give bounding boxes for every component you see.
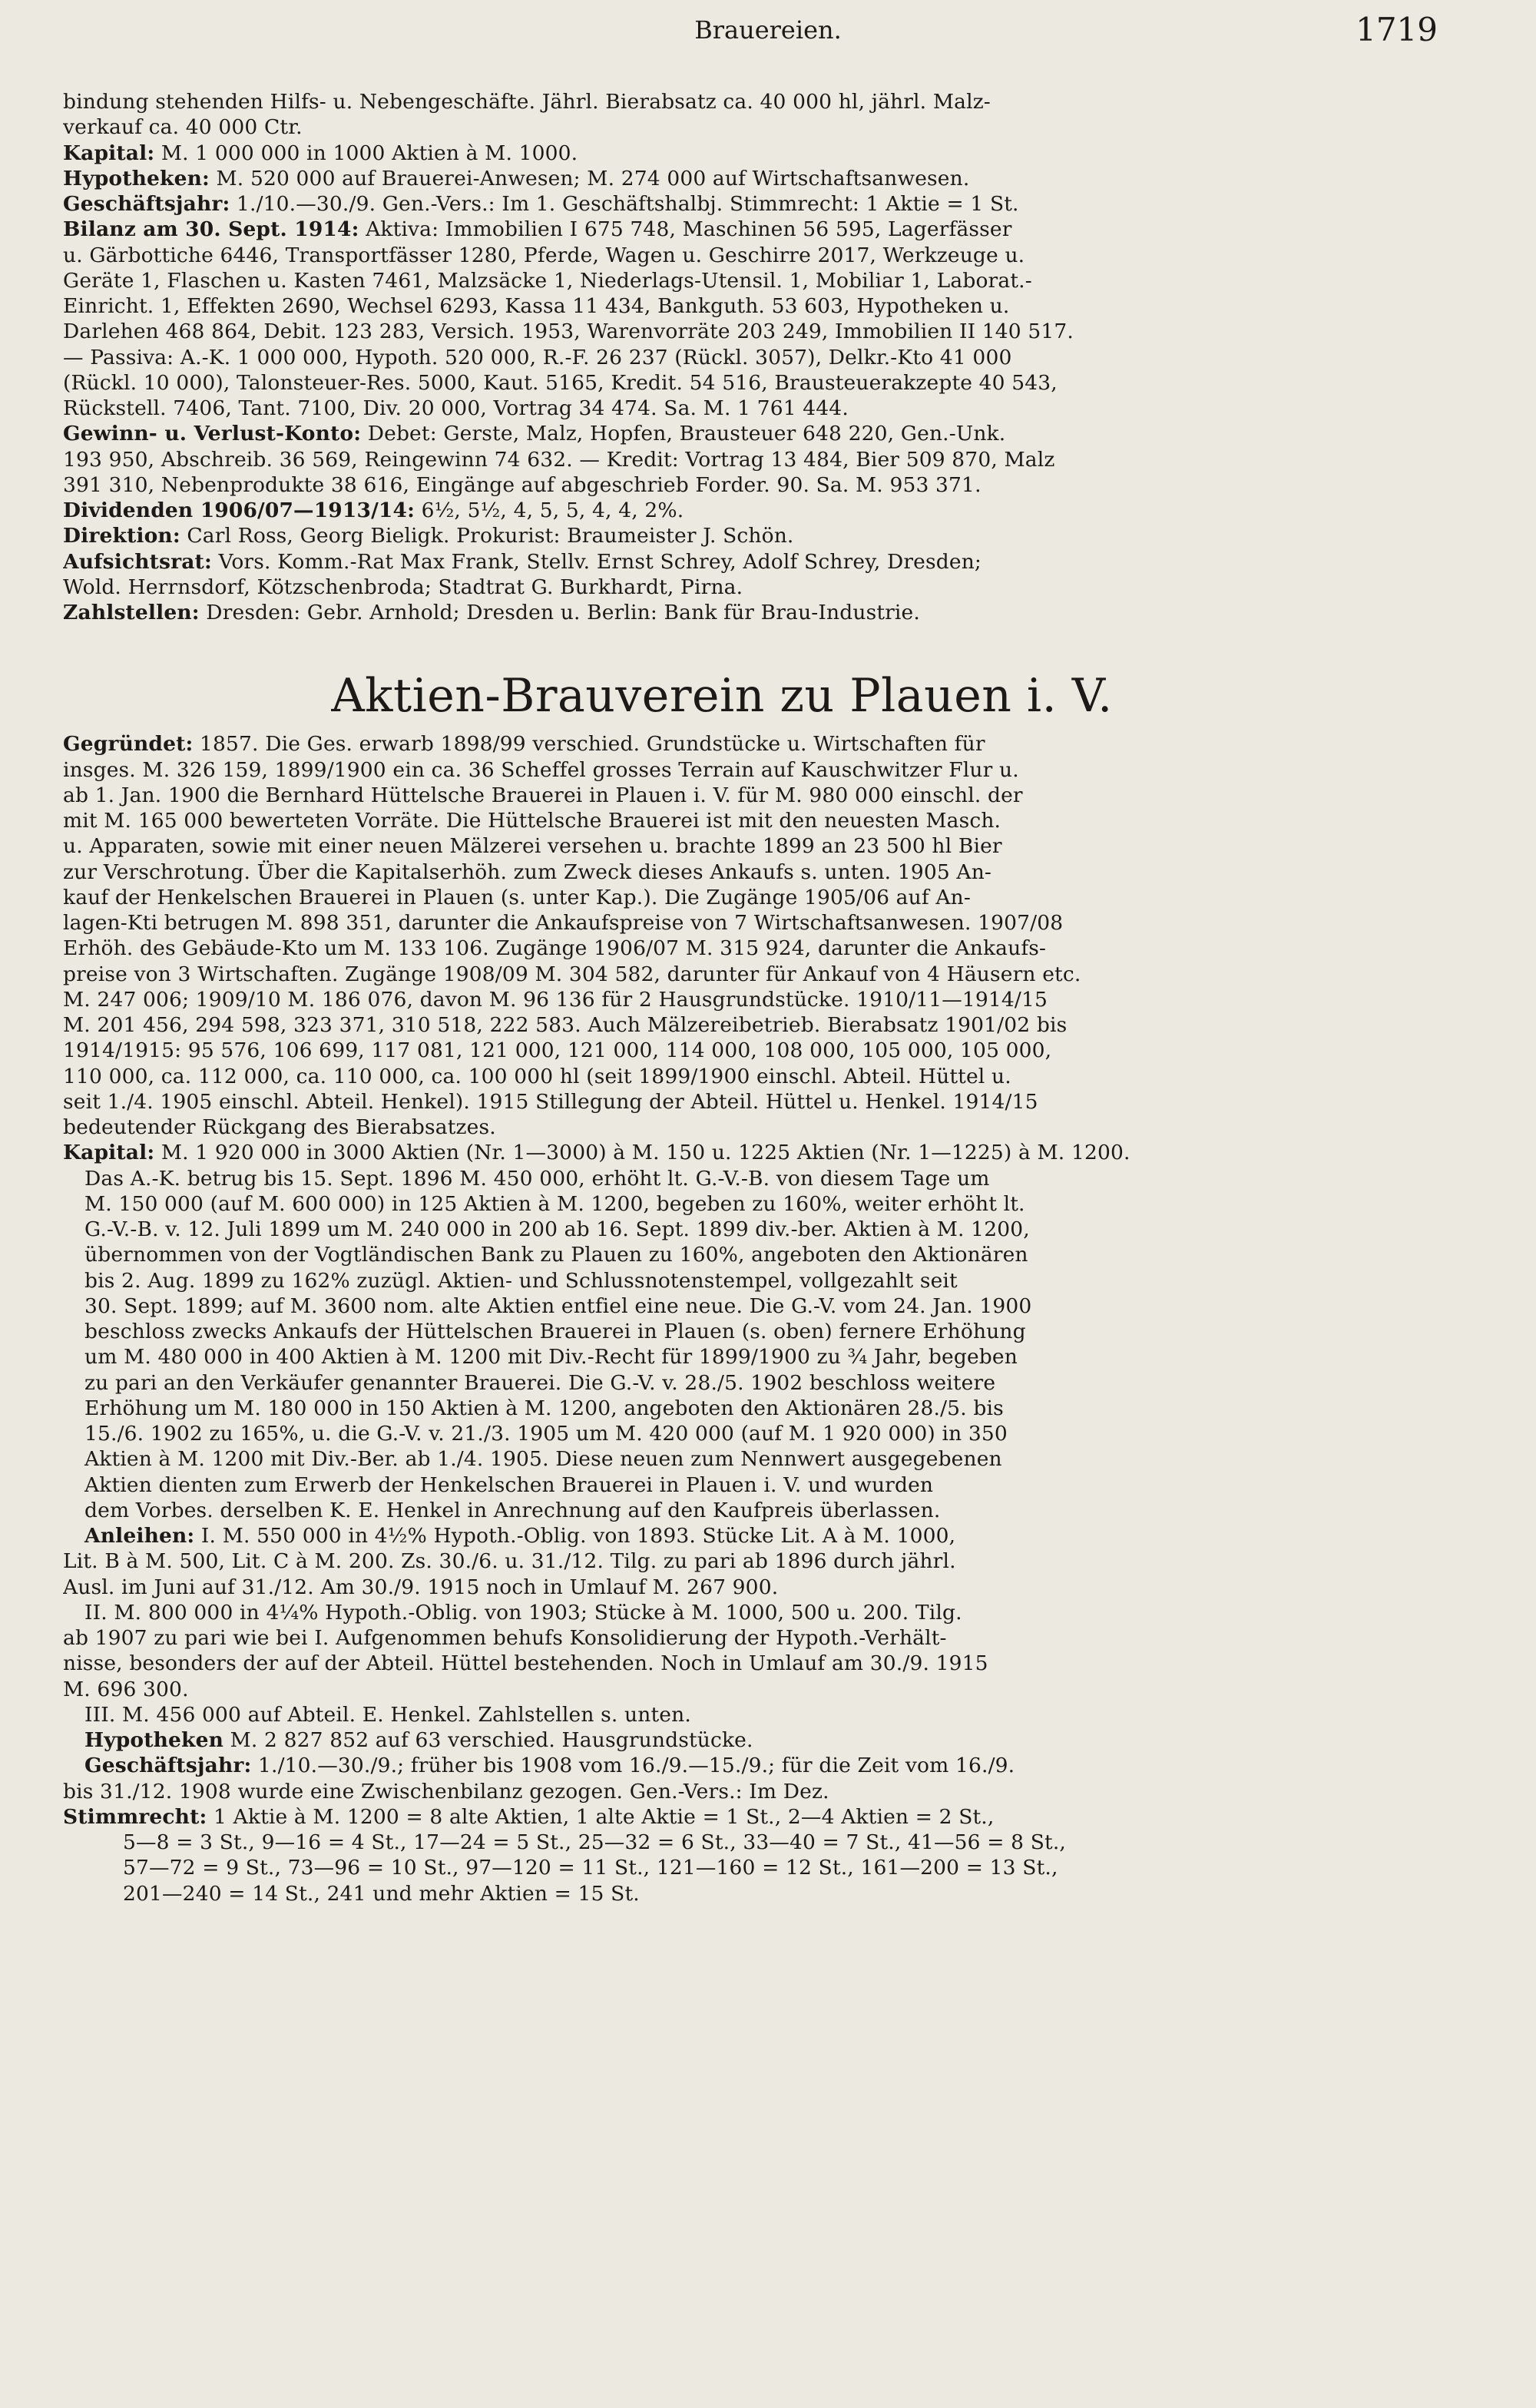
text-line [63, 1293, 1473, 1319]
text-line [63, 860, 1473, 885]
text-line [63, 962, 1473, 987]
text-line [63, 936, 1473, 961]
text-line [63, 1140, 1473, 1165]
line-text: 5—8 = 3 St., 9—16 = 4 St., 17—24 = 5 St., 25—32 = 6 St., 33—40 = 7 St., 41—56 = 8 St., [123, 1830, 1066, 1854]
line-text: III. M. 456 000 auf Abteil. E. Henkel. Zahlstellen s. unten. [84, 1702, 691, 1727]
line-text: u. Gärbottiche 6446, Transportfässer 1280, Pferde, Wagen u. Geschirre 2017, Werkzeuge u. [63, 243, 1025, 267]
line-text: Aktien à M. 1200 mit Div.-Ber. ab 1./4. 1905. Diese neuen zum Nennwert ausgegebenen [84, 1447, 1002, 1472]
line-text: G.-V.-B. v. 12. Juli 1899 um M. 240 000 in 200 ab 16. Sept. 1899 div.-ber. Aktien à M. 1200, [84, 1217, 1030, 1241]
line-text: zur Verschrotung. Über die Kapitalserhöh. zum Zweck dieses Ankaufs s. unten. 1905 An- [63, 860, 992, 884]
line-text: kauf der Henkelschen Brauerei in Plauen (s. unter Kap.). Die Zugänge 1905/06 auf An- [63, 885, 971, 909]
line-text: Rückstell. 7406, Tant. 7100, Div. 20 000, Vortrag 34 474. Sa. M. 1 761 444. [63, 396, 849, 420]
text-line [63, 1396, 1473, 1421]
entry-label: Kapital: [63, 1141, 155, 1165]
entry-label: Hypotheken: [63, 166, 210, 190]
text-line [63, 757, 1473, 783]
text-line [63, 885, 1473, 910]
line-text: lagen-Kti betrugen M. 898 351, darunter die Ankaufspreise von 7 Wirtschaftsanwesen. 1907/08 [63, 911, 1064, 935]
text-line [63, 293, 1473, 319]
line-text: bis 31./12. 1908 wurde eine Zwischenbilanz gezogen. Gen.-Vers.: Im Dez. [63, 1779, 829, 1804]
line-text: zu pari an den Verkäufer genannter Brauerei. Die G.-V. v. 28./5. 1902 beschloss weitere [84, 1370, 996, 1395]
entry-label: Geschäftsjahr: [63, 192, 230, 216]
line-text: 1857. Die Ges. erwarb 1898/99 verschied. Grundstücke u. Wirtschaften für [193, 732, 985, 757]
line-text: 30. Sept. 1899; auf M. 3600 nom. alte Aktien entfiel eine neue. Die G.-V. vom 24. Jan. 1900 [84, 1293, 1032, 1318]
previous-company-entry [63, 89, 1473, 625]
text-line [63, 523, 1473, 548]
text-line [63, 498, 1473, 523]
line-text: Wold. Herrnsdorf, Kötzschenbroda; Stadtrat G. Burkhardt, Pirna. [63, 575, 743, 599]
text-line [63, 910, 1473, 936]
line-text: Geräte 1, Flaschen u. Kasten 7461, Malzsäcke 1, Niederlags-Utensil. 1, Mobiliar 1, Laborat.- [63, 268, 1032, 293]
line-text: Carl Ross, Georg Bieligk. Prokurist: Braumeister J. Schön. [180, 524, 794, 548]
text-line [63, 1855, 1473, 1880]
entry-label: Direktion: [63, 524, 180, 548]
line-text: Debet: Gerste, Malz, Hopfen, Brausteuer 648 220, Gen.-Unk. [361, 422, 1006, 446]
line-text: Erhöhung um M. 180 000 in 150 Aktien à M. 1200, angeboten den Aktionären 28./5. bis [84, 1396, 1004, 1420]
line-text: Einricht. 1, Effekten 2690, Wechsel 6293, Kassa 11 434, Bankguth. 53 603, Hypotheken u. [63, 294, 1010, 318]
line-text: II. M. 800 000 in 4¼% Hypoth.-Oblig. von 1903; Stücke à M. 1000, 500 u. 200. Tilg. [84, 1600, 962, 1625]
text-line [63, 1191, 1473, 1217]
line-text: M. 1 920 000 in 3000 Aktien (Nr. 1—3000) à M. 150 u. 1225 Aktien (Nr. 1—1225) à M. 1200. [154, 1141, 1130, 1165]
line-text: 391 310, Nebenprodukte 38 616, Eingänge auf abgeschrieb Forder. 90. Sa. M. 953 371. [63, 472, 982, 497]
line-text: bindung stehenden Hilfs- u. Nebengeschäfte. Jährl. Bierabsatz ca. 40 000 hl, jährl. Malz- [63, 90, 991, 114]
line-text: bis 2. Aug. 1899 zu 162% zuzügl. Aktien- und Schlussnotenstempel, vollgezahlt seit [84, 1268, 958, 1293]
text-line [63, 1268, 1473, 1293]
line-text: verkauf ca. 40 000 Ctr. [63, 115, 303, 140]
text-line [63, 1677, 1473, 1702]
text-line [63, 1575, 1473, 1600]
text-line [63, 1779, 1473, 1804]
line-text: 193 950, Abschreib. 36 569, Reingewinn 74 632. — Kredit: Vortrag 13 484, Bier 509 870, Malz [63, 447, 1055, 472]
line-text: beschloss zwecks Ankaufs der Hüttelschen Brauerei in Plauen (s. oben) fernere Erhöhung [84, 1320, 1026, 1343]
text-line [63, 1548, 1473, 1574]
line-text: bedeutender Rückgang des Bierabsatzes. [63, 1115, 496, 1139]
text-line [63, 1012, 1473, 1038]
text-line [63, 114, 1473, 140]
text-line [63, 421, 1473, 446]
text-line [63, 1472, 1473, 1498]
line-text: M. 150 000 (auf M. 600 000) in 125 Aktien à M. 1200, begeben zu 160%, weiter erhöht lt. [84, 1191, 1025, 1216]
company-entry-body [63, 731, 1473, 1906]
entry-label: Anleihen: [84, 1524, 195, 1548]
line-text: Darlehen 468 864, Debit. 123 283, Versich. 1953, Warenvorräte 203 249, Immobilien II 140 517. [63, 320, 1074, 344]
text-line [63, 345, 1473, 370]
line-text: insges. M. 326 159, 1899/1900 ein ca. 36 Scheffel grosses Terrain auf Kauschwitzer Flur u. [63, 757, 1019, 782]
text-line [63, 833, 1473, 859]
text-line [63, 1038, 1473, 1063]
text-line [63, 1217, 1473, 1242]
text-line [63, 1064, 1473, 1089]
entry-label: Gewinn- u. Verlust-Konto: [63, 422, 362, 446]
line-text: 57—72 = 9 St., 73—96 = 10 St., 97—120 = 11 St., 121—160 = 12 St., 161—200 = 13 St., [123, 1856, 1058, 1880]
line-text: M. 201 456, 294 598, 323 371, 310 518, 222 583. Auch Mälzereibetrieb. Bierabsatz 1901/02 bis [63, 1013, 1068, 1037]
entry-label: Aufsichtsrat: [63, 549, 212, 574]
line-text: 110 000, ca. 112 000, ca. 110 000, ca. 100 000 hl (seit 1899/1900 einschl. Abteil. Hüttel u. [63, 1064, 1011, 1088]
text-line [63, 268, 1473, 293]
section-heading: Aktien-Brauverein zu Plauen i. V. [331, 669, 1113, 724]
text-line [63, 1446, 1473, 1472]
text-line [63, 472, 1473, 498]
running-header [0, 11, 1536, 57]
line-text: — Passiva: A.-K. 1 000 000, Hypoth. 520 000, R.-F. 26 237 (Rückl. 3057), Delkr.-Kto 41 000 [63, 345, 1012, 369]
text-line [63, 731, 1473, 757]
line-text: mit M. 165 000 bewerteten Vorräte. Die Hüttelsche Brauerei ist mit den neuesten Masch. [63, 809, 1001, 833]
text-line [63, 1166, 1473, 1191]
text-line [63, 1881, 1473, 1906]
line-text: um M. 480 000 in 400 Aktien à M. 1200 mit Div.-Recht für 1899/1900 zu ¾ Jahr, begeben [84, 1345, 1018, 1370]
text-line [63, 549, 1473, 575]
line-text: Aktien dienten zum Erwerb der Henkelschen Brauerei in Plauen i. V. und wurden [84, 1472, 934, 1497]
text-line [63, 370, 1473, 396]
text-line [63, 447, 1473, 472]
line-text: I. M. 550 000 in 4½% Hypoth.-Oblig. von 1893. Stücke Lit. A à M. 1000, [194, 1524, 956, 1548]
text-line [63, 808, 1473, 833]
line-text: M. 2 827 852 auf 63 verschied. Hausgrundstücke. [223, 1728, 753, 1752]
line-text: seit 1./4. 1905 einschl. Abteil. Henkel). 1915 Stillegung der Abteil. Hüttel u. Henkel. 1914/15 [63, 1089, 1038, 1114]
text-line [63, 1115, 1473, 1140]
text-line [63, 1319, 1473, 1344]
text-line [63, 1370, 1473, 1396]
text-line [63, 396, 1473, 421]
line-text: u. Apparaten, sowie mit einer neuen Mälzerei versehen u. brachte 1899 an 23 500 hl Bier [63, 834, 1002, 859]
text-line [63, 217, 1473, 242]
line-text: 1./10.—30./9.; früher bis 1908 vom 16./9.—15./9.; für die Zeit vom 16./9. [251, 1754, 1015, 1778]
entry-label: Dividenden 1906/07—1913/14: [63, 498, 415, 522]
text-line [63, 1804, 1473, 1830]
line-text: dem Vorbes. derselben K. E. Henkel in Anrechnung auf den Kaufpreis überlassen. [84, 1498, 941, 1522]
line-text: 1./10.—30./9. Gen.-Vers.: Im 1. Geschäftshalbj. Stimmrecht: 1 Aktie = 1 St. [230, 192, 1019, 216]
line-text: Lit. B à M. 500, Lit. C à M. 200. Zs. 30./6. u. 31./12. Tilg. zu pari ab 1896 durch jährl. [63, 1549, 956, 1574]
line-text: M. 247 006; 1909/10 M. 186 076, davon M. 96 136 für 2 Hausgrundstücke. 1910/11—1914/15 [63, 987, 1048, 1012]
text-line [63, 1421, 1473, 1446]
header-title: Brauereien. [694, 15, 842, 45]
line-text: Ausl. im Juni auf 31./12. Am 30./9. 1915 noch in Umlauf M. 267 900. [63, 1575, 779, 1599]
text-line [63, 166, 1473, 191]
text-line [63, 783, 1473, 808]
text-line [63, 1600, 1473, 1625]
text-line [63, 1089, 1473, 1115]
text-line [63, 319, 1473, 344]
line-text: 15./6. 1902 zu 165%, u. die G.-V. v. 21./3. 1905 um M. 420 000 (auf M. 1 920 000) in 350 [84, 1422, 1008, 1446]
text-line [63, 1702, 1473, 1727]
line-text: ab 1907 zu pari wie bei I. Aufgenommen behufs Konsolidierung der Hypoth.-Verhält- [63, 1626, 947, 1650]
text-line [63, 1498, 1473, 1523]
entry-label: Hypotheken [84, 1728, 223, 1752]
text-line [63, 243, 1473, 268]
entry-label: Stimmrecht: [63, 1804, 207, 1829]
line-text: 1 Aktie à M. 1200 = 8 alte Aktien, 1 alte Aktie = 1 St., 2—4 Aktien = 2 St., [207, 1804, 995, 1829]
text-line [63, 89, 1473, 114]
entry-label: Gegründet: [63, 732, 194, 757]
line-text: übernommen von der Vogtländischen Bank zu Plauen zu 160%, angeboten den Aktionären [84, 1243, 1028, 1267]
line-text: Dresden: Gebr. Arnhold; Dresden u. Berlin: Bank für Brau-Industrie. [199, 601, 920, 624]
text-line [63, 1344, 1473, 1370]
text-line [63, 191, 1473, 217]
text-line [63, 1651, 1473, 1676]
line-text: 1914/1915: 95 576, 106 699, 117 081, 121 000, 121 000, 114 000, 108 000, 105 000, 105 000, [63, 1038, 1052, 1063]
line-text: Vors. Komm.-Rat Max Frank, Stellv. Ernst Schrey, Adolf Schrey, Dresden; [211, 549, 982, 574]
entry-label: Kapital: [63, 141, 155, 165]
line-text: nisse, besonders der auf der Abteil. Hüttel bestehenden. Noch in Umlauf am 30./9. 1915 [63, 1651, 988, 1676]
line-text: Das A.-K. betrug bis 15. Sept. 1896 M. 450 000, erhöht lt. G.-V.-B. von diesem Tage um [84, 1166, 990, 1191]
text-line [63, 600, 1473, 625]
page-number: 1719 [1356, 11, 1438, 48]
line-text: M. 1 000 000 in 1000 Aktien à M. 1000. [154, 141, 578, 165]
text-line [63, 141, 1473, 166]
line-text: (Rückl. 10 000), Talonsteuer-Res. 5000, Kaut. 5165, Kredit. 54 516, Brausteuerakzepte 40 543, [63, 370, 1058, 395]
text-line [63, 1523, 1473, 1548]
entry-label: Zahlstellen: [63, 601, 200, 624]
text-line [63, 1830, 1473, 1855]
line-text: M. 520 000 auf Brauerei-Anwesen; M. 274 000 auf Wirtschaftsanwesen. [209, 166, 970, 190]
line-text: preise von 3 Wirtschaften. Zugänge 1908/09 M. 304 582, darunter für Ankauf von 4 Häusern etc. [63, 962, 1081, 986]
line-text: Erhöh. des Gebäude-Kto um M. 133 106. Zugänge 1906/07 M. 315 924, darunter die Ankaufs- [63, 936, 1047, 961]
text-line [63, 1727, 1473, 1753]
text-line [63, 575, 1473, 600]
line-text: Aktiva: Immobilien I 675 748, Maschinen 56 595, Lagerfässer [359, 217, 1012, 242]
text-line [63, 1753, 1473, 1778]
line-text: 201—240 = 14 St., 241 und mehr Aktien = 15 St. [123, 1881, 640, 1906]
line-text: 6½, 5½, 4, 5, 5, 4, 4, 2%. [415, 498, 684, 522]
text-column [63, 89, 1473, 1906]
line-text: ab 1. Jan. 1900 die Bernhard Hüttelsche Brauerei in Plauen i. V. für M. 980 000 einschl. der [63, 783, 1023, 807]
text-line [63, 1625, 1473, 1651]
entry-label: Bilanz am 30. Sept. 1914: [63, 217, 359, 242]
text-line [63, 987, 1473, 1012]
text-line [63, 1242, 1473, 1267]
line-text: M. 696 300. [63, 1677, 189, 1701]
entry-label: Geschäftsjahr: [84, 1754, 252, 1778]
